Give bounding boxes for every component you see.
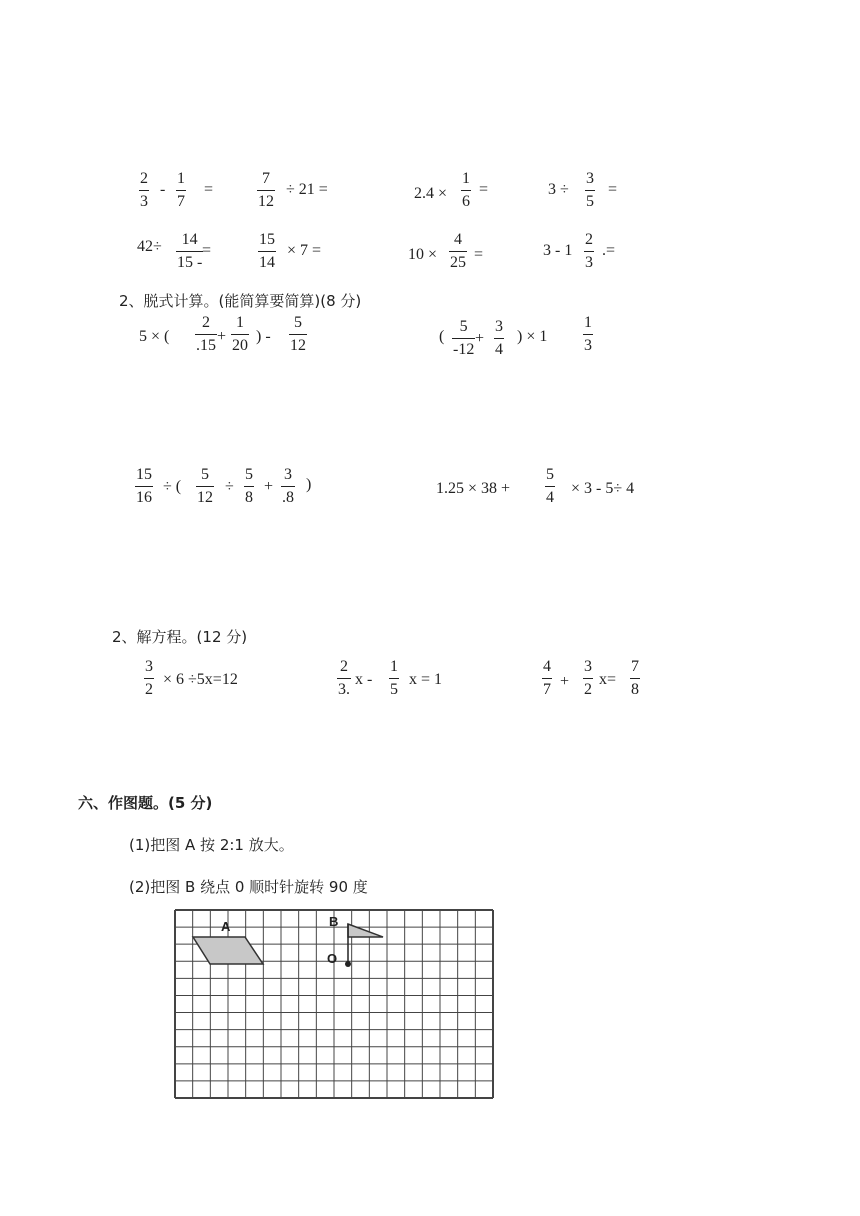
drawing-question-1: (1)把图 A 按 2:1 放大。 bbox=[129, 836, 294, 854]
operator: + bbox=[475, 330, 485, 347]
operator: + bbox=[560, 673, 570, 690]
operator: - bbox=[160, 181, 166, 198]
point-o bbox=[345, 961, 351, 967]
operator: + bbox=[264, 478, 274, 495]
operator: x= bbox=[599, 671, 617, 688]
numerator: 5 bbox=[294, 314, 302, 331]
operator: ( bbox=[439, 328, 445, 345]
triangle-b bbox=[348, 924, 383, 937]
operator: ÷ 21 = bbox=[286, 181, 328, 198]
denominator: 8 bbox=[631, 681, 639, 698]
parallelogram-a bbox=[193, 937, 263, 964]
numerator: 2 bbox=[140, 170, 148, 187]
label-b: B bbox=[329, 914, 339, 929]
operator: ÷ ( bbox=[163, 478, 182, 495]
section-title-equations: 2、解方程。(12 分) bbox=[112, 628, 248, 646]
numerator: 5 bbox=[201, 466, 209, 483]
operator: 10 × bbox=[408, 246, 438, 263]
numerator: 5 bbox=[459, 318, 468, 335]
operator: = bbox=[479, 181, 489, 198]
numerator: 3 bbox=[145, 658, 153, 675]
denominator: 3 bbox=[585, 254, 593, 271]
operator: ) bbox=[306, 476, 312, 493]
operator: 1.25 × 38 + bbox=[436, 480, 511, 497]
denominator: 12 bbox=[290, 337, 306, 354]
section-title-calculation: 2、脱式计算。(能简算要简算)(8 分) bbox=[119, 292, 362, 310]
operator: 2.4 × bbox=[414, 185, 448, 202]
operator: 5 × ( bbox=[139, 328, 170, 345]
denominator: .8 bbox=[282, 489, 294, 506]
denominator: 3. bbox=[338, 681, 350, 698]
numerator: 15 bbox=[136, 466, 152, 483]
denominator: 3 bbox=[140, 193, 148, 210]
denominator: 2 bbox=[145, 681, 153, 698]
operator: × 7 = bbox=[287, 242, 322, 259]
operator: × 3 - 5÷ 4 bbox=[571, 480, 635, 497]
denominator: -12 bbox=[453, 341, 475, 358]
denominator: 2 bbox=[584, 681, 592, 698]
operator: + bbox=[217, 328, 227, 345]
denominator: 4 bbox=[546, 489, 554, 506]
numerator: 3 bbox=[586, 170, 594, 187]
numerator: 2 bbox=[202, 314, 210, 331]
numerator: 1 bbox=[390, 658, 398, 675]
numerator: 2 bbox=[340, 658, 348, 675]
numerator: 1 bbox=[462, 170, 470, 187]
numerator: 1 bbox=[236, 314, 244, 331]
operator: x = 1 bbox=[409, 671, 443, 688]
denominator: .15 bbox=[196, 337, 216, 354]
operator: ) × 1 bbox=[517, 328, 548, 345]
operator: .= bbox=[602, 242, 616, 259]
denominator: 4 bbox=[495, 341, 503, 358]
denominator: 14 bbox=[259, 254, 275, 271]
operator: = bbox=[202, 242, 212, 259]
drawing-question-2: (2)把图 B 绕点 0 顺时针旋转 90 度 bbox=[129, 878, 368, 896]
denominator: 12 bbox=[258, 193, 274, 210]
operator: ÷ bbox=[225, 478, 234, 495]
denominator: 16 bbox=[136, 489, 152, 506]
label-o: O bbox=[327, 951, 338, 966]
denominator: 25 bbox=[450, 254, 466, 271]
operator: = bbox=[474, 246, 484, 263]
denominator: 6 bbox=[462, 193, 470, 210]
numerator: 1 bbox=[584, 314, 592, 331]
numerator: 14 bbox=[181, 231, 198, 248]
numerator: 3 bbox=[284, 466, 292, 483]
numerator: 3 bbox=[495, 318, 503, 335]
operator: = bbox=[204, 181, 214, 198]
numerator: 4 bbox=[543, 658, 551, 675]
denominator: 7 bbox=[177, 193, 185, 210]
denominator: 20 bbox=[232, 337, 248, 354]
denominator: 12 bbox=[197, 489, 213, 506]
operator: × 6 ÷5x=12 bbox=[163, 671, 238, 688]
numerator: 5 bbox=[245, 466, 253, 483]
numerator: 4 bbox=[454, 231, 462, 248]
denominator: 7 bbox=[543, 681, 551, 698]
numerator: 2 bbox=[585, 231, 593, 248]
operator: x - bbox=[355, 671, 373, 688]
operator: 3 - 1 bbox=[543, 242, 573, 259]
denominator: 8 bbox=[245, 489, 253, 506]
denominator: 5 bbox=[390, 681, 398, 698]
numerator: 3 bbox=[584, 658, 592, 675]
numerator: 5 bbox=[546, 466, 554, 483]
operator: ) - bbox=[256, 328, 271, 345]
numerator: 15 bbox=[259, 231, 275, 248]
numerator: 7 bbox=[631, 658, 639, 675]
label-a: A bbox=[221, 919, 231, 934]
operator: = bbox=[608, 181, 618, 198]
operator: 3 ÷ bbox=[548, 181, 569, 198]
denominator: 5 bbox=[586, 193, 594, 210]
section-title-drawing: 六、作图题。(5 分) bbox=[78, 794, 213, 812]
denominator: 3 bbox=[584, 337, 592, 354]
numerator: 1 bbox=[177, 170, 185, 187]
denominator: 15 - bbox=[177, 254, 203, 271]
numerator: 7 bbox=[262, 170, 270, 187]
operator: 42÷ bbox=[137, 238, 162, 255]
